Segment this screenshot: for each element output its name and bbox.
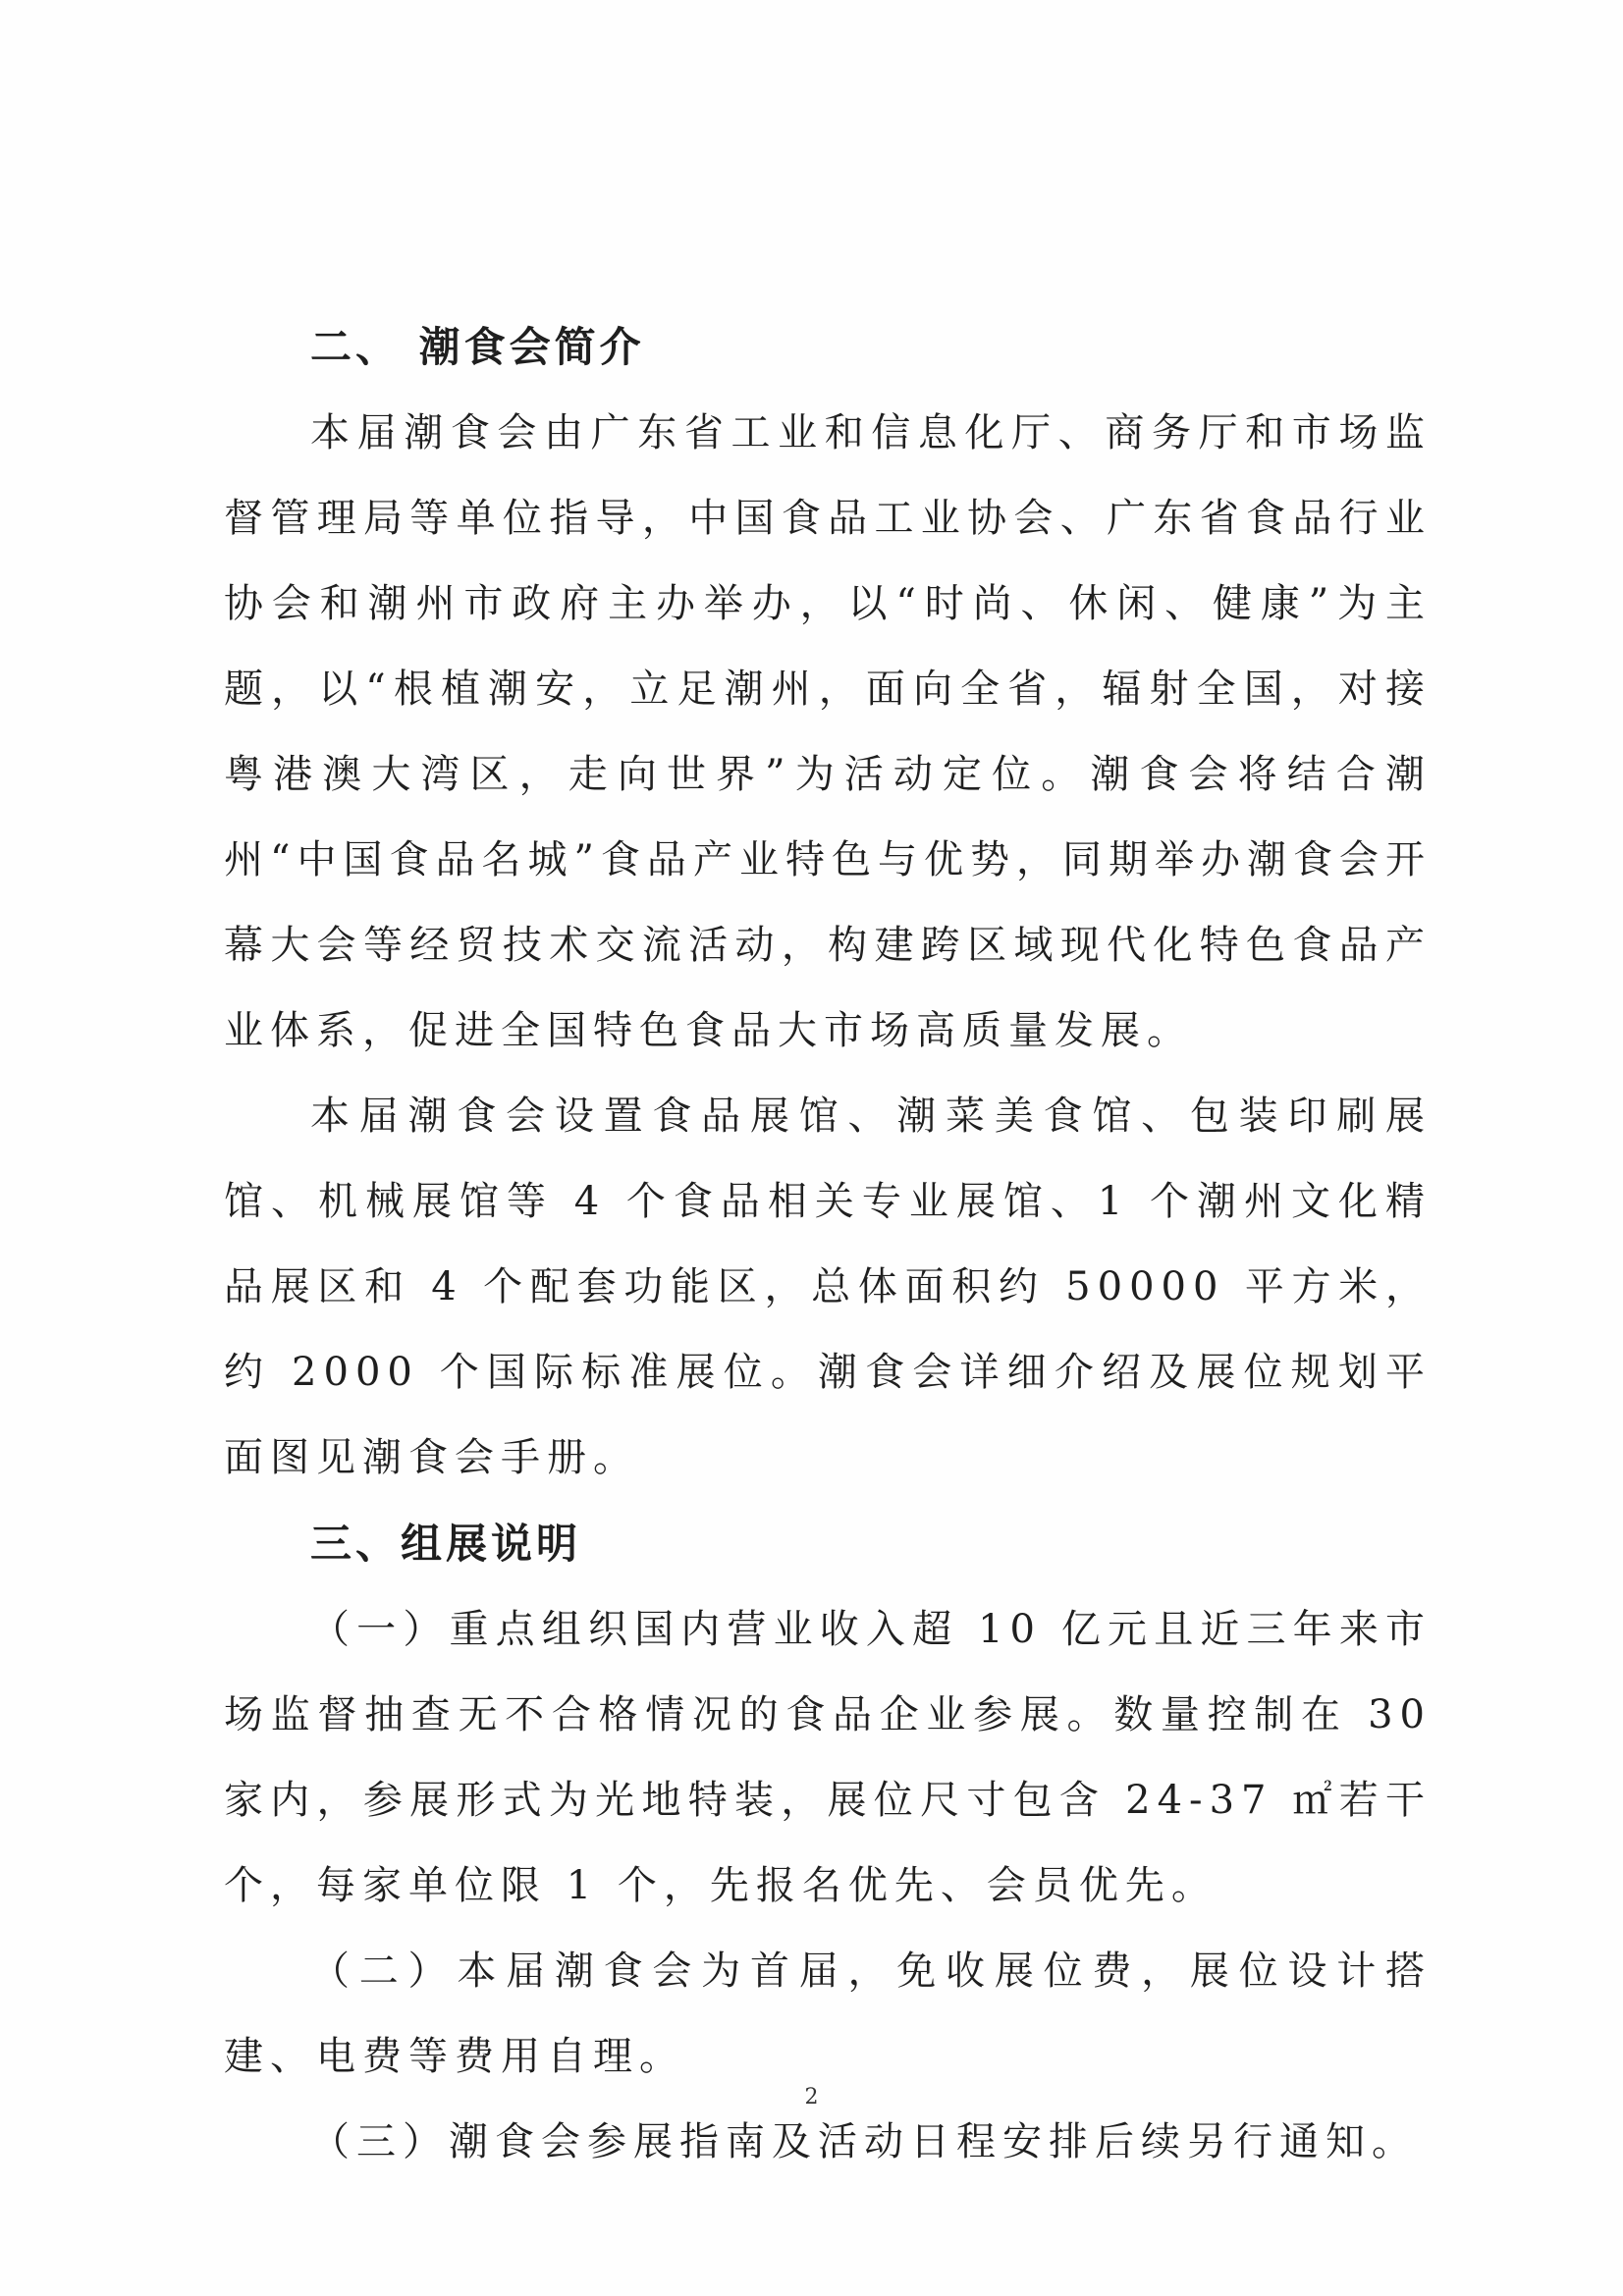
notes-paragraph-3: （三）潮食会参展指南及活动日程安排后续另行通知。	[310, 2119, 1418, 2164]
intro-paragraph-2: 本届潮食会设置食品展馆、潮菜美食馆、包装印刷展馆、机械展馆等 4 个食品相关专业展馆、1 个潮州文化精品展区和 4 个配套功能区，总体面积约 50000 平方米，约 2000 个国际标准展位。潮食会详细介绍及展位规划平面图见潮食会手册。	[224, 1094, 1432, 1480]
intro-paragraph-1: 本届潮食会由广东省工业和信息化厅、商务厅和市场监督管理局等单位指导，中国食品工业协会、广东省食品行业协会和潮州市政府主办举办，以“时尚、休闲、健康”为主题，以“根植潮安，立足潮州，面向全省，辐射全国，对接粤港澳大湾区，走向世界”为活动定位。潮食会将结合潮州“中国食品名城”食品产业特色与优势，同期举办潮食会开幕大会等经贸技术交流活动，构建跨区域现代化特色食品产业体系，促进全国特色食品大市场高质量发展。	[224, 410, 1432, 1053]
notes-paragraph-2: （二）本届潮食会为首届，免收展位费，展位设计搭建、电费等费用自理。	[224, 1949, 1432, 2079]
page-number: 2	[804, 2085, 819, 2109]
document-body	[224, 304, 1432, 2185]
section-heading-introduction: 二、 潮食会简介	[310, 323, 645, 371]
notes-paragraph-1: （一）重点组织国内营业收入超 10 亿元且近三年来市场监督抽查无不合格情况的食品企业参展。数量控制在 30 家内，参展形式为光地特装，展位尺寸包含 24-37 ㎡若干个，每家单位限 1 个，先报名优先、会员优先。	[224, 1607, 1432, 1908]
section-heading-exhibition-notes: 三、组展说明	[310, 1520, 582, 1568]
